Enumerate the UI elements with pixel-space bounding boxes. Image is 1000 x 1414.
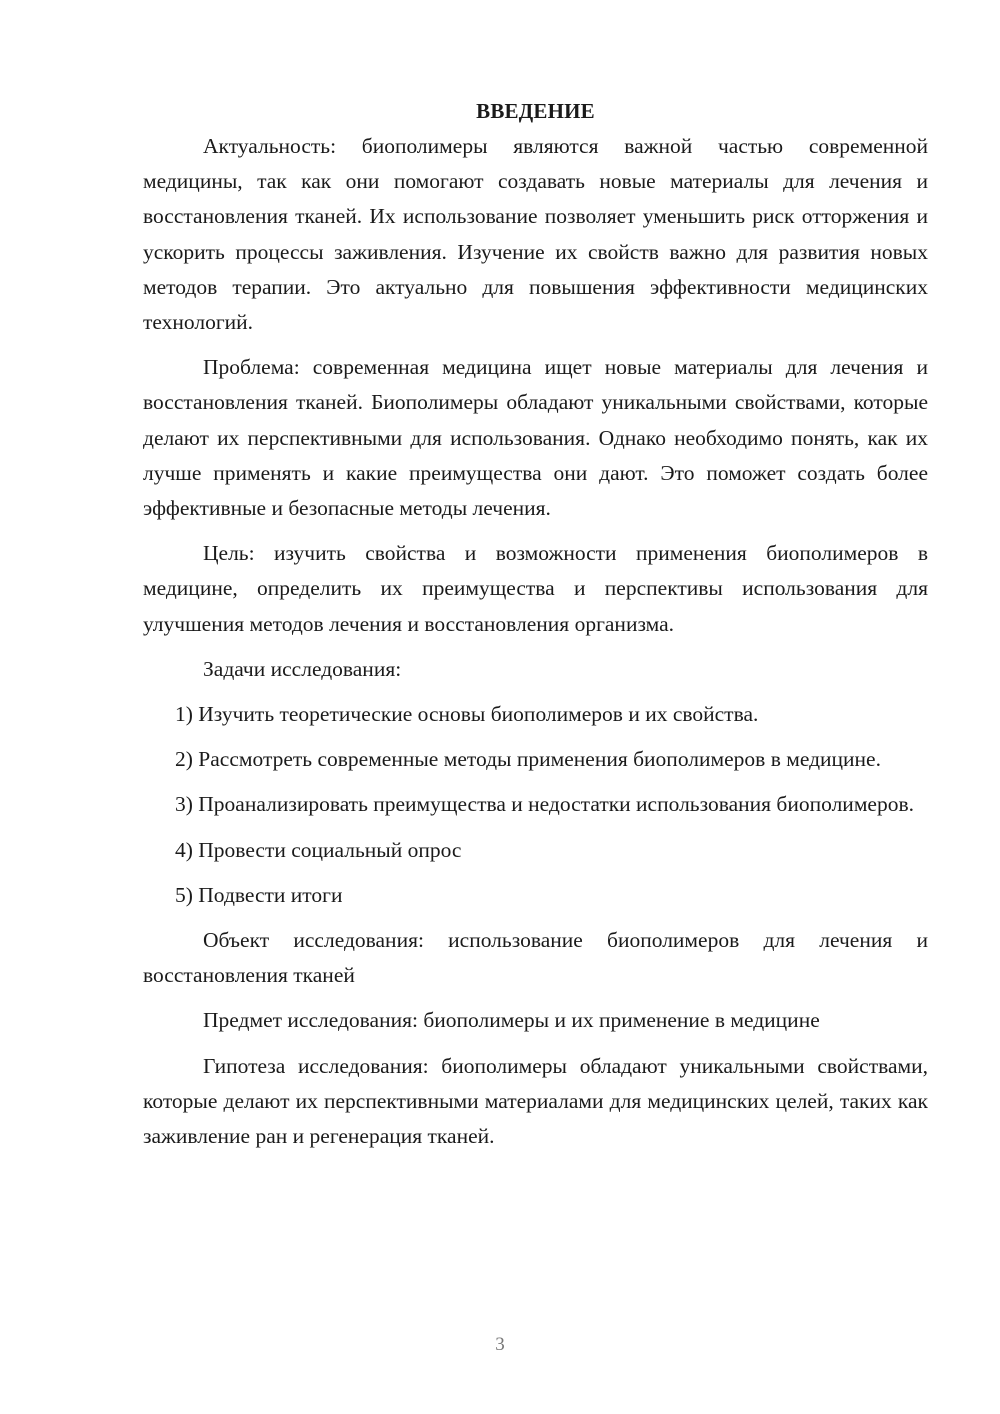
task-item: 5) Подвести итоги bbox=[175, 882, 343, 907]
task-item: 2) Рассмотреть современные методы применения биополимеров в медицине. bbox=[175, 747, 881, 772]
paragraph-object: Объект исследования: использование биополимеров для лечения и восстановления тканей bbox=[143, 928, 928, 988]
document-page bbox=[143, 94, 928, 1154]
paragraph-relevance: Актуальность: биополимеры являются важной частью современной медицины, так как они помогают создавать новые материалы для лечения и восстановления тканей. Их использование позволяет уменьшить риск отторжения и ускорить процессы заживления. Изучение их свойств важно для развития новых методов терапии. Это актуально для повышения эффективности медицинских технологий. bbox=[143, 134, 928, 335]
paragraph-problem: Проблема: современная медицина ищет новые материалы для лечения и восстановления тканей. Биополимеры обладают уникальными свойствами, которые делают их перспективными для использования. Однако необходимо понять, как их лучше применять и какие преимущества они дают. Это поможет создать более эффективные и безопасные методы лечения. bbox=[143, 355, 928, 521]
section-title: ВВЕДЕНИЕ bbox=[476, 99, 595, 123]
page-number: 3 bbox=[495, 1334, 505, 1355]
paragraph-hypothesis: Гипотеза исследования: биополимеры обладают уникальными свойствами, которые делают их перспективными материалами для медицинских целей, таких как заживление ран и регенерация тканей. bbox=[143, 1053, 928, 1149]
paragraph-subject: Предмет исследования: биополимеры и их применение в медицине bbox=[203, 1008, 820, 1033]
tasks-heading: Задачи исследования: bbox=[203, 656, 402, 681]
paragraph-goal: Цель: изучить свойства и возможности применения биополимеров в медицине, определить их преимущества и перспективы использования для улучшения методов лечения и восстановления организма. bbox=[143, 541, 928, 636]
task-item: 3) Проанализировать преимущества и недостатки использования биополимеров. bbox=[175, 792, 914, 817]
task-item: 4) Провести социальный опрос bbox=[175, 837, 462, 862]
task-item: 1) Изучить теоретические основы биополимеров и их свойства. bbox=[175, 702, 759, 727]
